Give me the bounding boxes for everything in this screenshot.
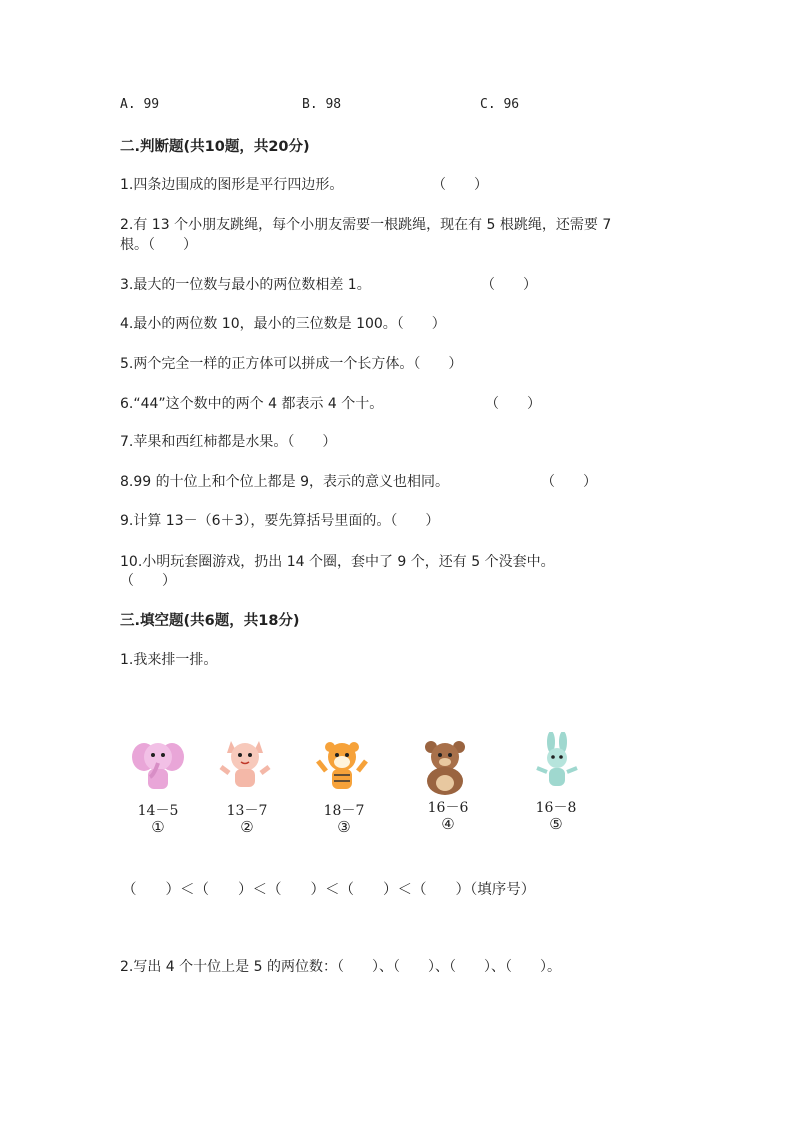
judge-item-1: 1.四条边围成的图形是平行四边形。: [120, 177, 344, 193]
option-c: C. 96: [480, 97, 520, 112]
animal-expr-2: 13－7: [226, 803, 268, 819]
animal-num-2: ②: [240, 818, 254, 836]
animal-num-5: ⑤: [549, 815, 563, 833]
answer-blank-10[interactable]: （ ）: [120, 573, 176, 589]
elephant-icon: [128, 735, 188, 795]
fill-q2[interactable]: 2.写出 4 个十位上是 5 的两位数：（ ）、（ ）、（ ）、（ ）。: [120, 959, 561, 975]
rabbit-icon: [527, 732, 587, 792]
animal-num-4: ④: [441, 815, 455, 833]
option-a: A. 99: [120, 97, 160, 112]
cat-icon: [215, 733, 275, 793]
judge-item-6: 6.“44”这个数中的两个 4 都表示 4 个十。: [120, 396, 384, 412]
animal-expr-5: 16－8: [535, 800, 577, 816]
judge-item-8: 8.99 的十位上和个位上都是 9，表示的意义也相同。: [120, 474, 449, 490]
fill-q1-prompt: 1.我来排一排。: [120, 652, 218, 668]
animal-num-3: ③: [337, 818, 351, 836]
judge-item-7[interactable]: 7.苹果和西红柿都是水果。（ ）: [120, 434, 337, 450]
answer-blank-3[interactable]: （ ）: [481, 277, 537, 293]
bear-icon: [415, 737, 475, 797]
answer-blank-6[interactable]: （ ）: [485, 396, 541, 412]
section2-title: 二.判断题(共10题，共20分): [120, 139, 310, 155]
judge-item-10: 10.小明玩套圈游戏，扔出 14 个圈，套中了 9 个，还有 5 个没套中。: [120, 554, 555, 570]
tiger-icon: [312, 735, 372, 795]
order-answer-line[interactable]: （ ）＜（ ）＜（ ）＜（ ）＜（ ）（填序号）: [122, 882, 536, 898]
animal-expr-1: 14－5: [137, 803, 179, 819]
judge-item-2-cont[interactable]: 根。（ ）: [120, 237, 197, 253]
judge-item-5[interactable]: 5.两个完全一样的正方体可以拼成一个长方体。（ ）: [120, 356, 463, 372]
judge-item-9[interactable]: 9.计算 13－（6＋3），要先算括号里面的。（ ）: [120, 513, 440, 529]
judge-item-4[interactable]: 4.最小的两位数 10，最小的三位数是 100。（ ）: [120, 316, 446, 332]
judge-item-3: 3.最大的一位数与最小的两位数相差 1。: [120, 277, 371, 293]
answer-blank-8[interactable]: （ ）: [541, 474, 597, 490]
option-b: B. 98: [302, 97, 342, 112]
judge-item-2: 2.有 13 个小朋友跳绳，每个小朋友需要一根跳绳，现在有 5 根跳绳，还需要 7: [120, 217, 612, 233]
animal-expr-4: 16－6: [427, 800, 469, 816]
section3-title: 三.填空题(共6题，共18分): [120, 613, 300, 629]
animal-num-1: ①: [151, 818, 165, 836]
answer-blank-1[interactable]: （ ）: [432, 177, 488, 193]
animal-expr-3: 18－7: [323, 803, 365, 819]
